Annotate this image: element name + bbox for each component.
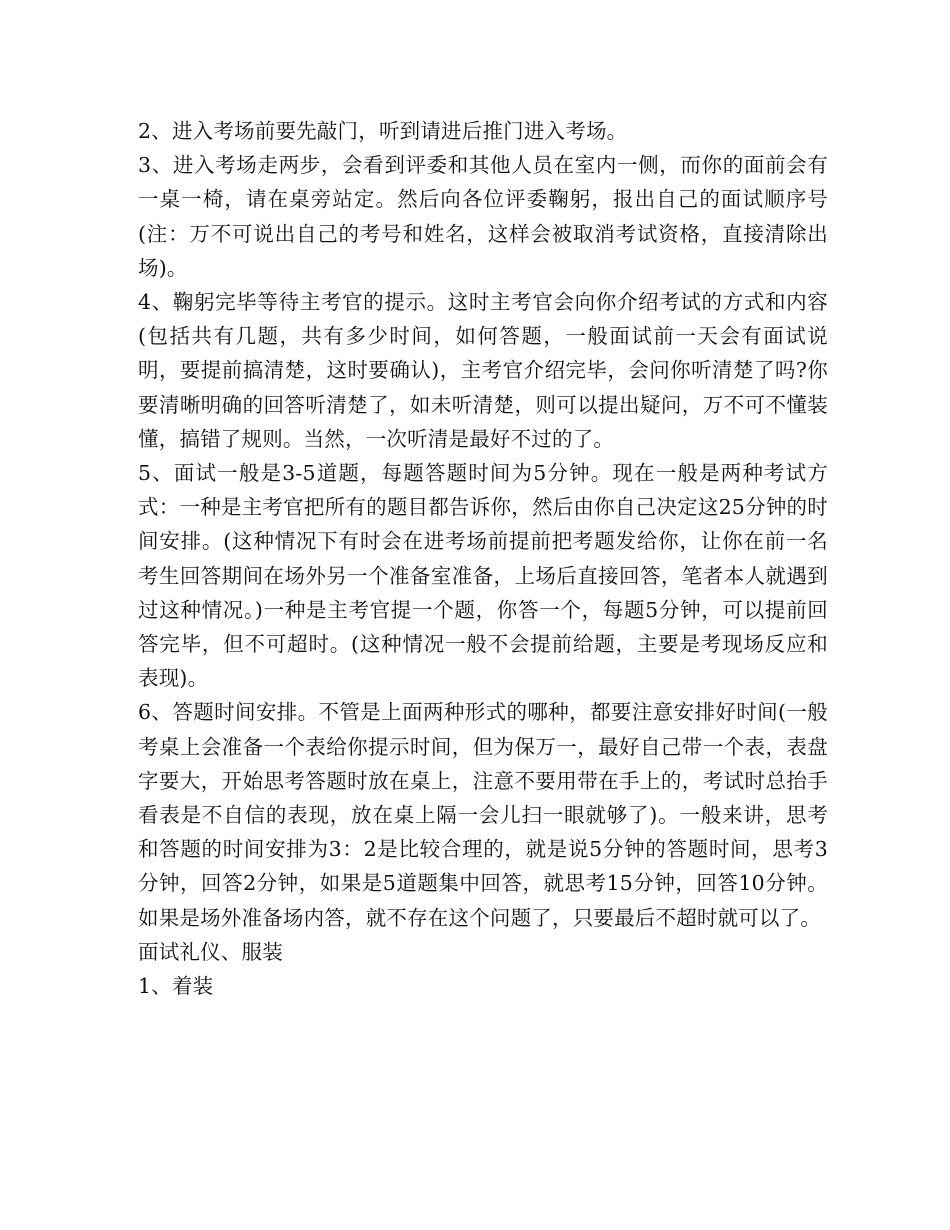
section-heading-etiquette: 面试礼仪、服装 — [138, 939, 283, 964]
paragraph-step-4: 4、鞠躬完毕等待主考官的提示。这时主考官会向你介绍考试的方式和内容(包括共有几题，共有多少时间，如何答题，一般面试前一天会有面试说明，要提前搞清楚，这时要确认)，主考官介绍完毕，会问你听清楚了吗?你要清晰明确的回答听清楚了，如未听清楚，则可以提出疑问，万不可不懂装懂，搞错了规则。当然，一次听清是最好不过的了。 — [138, 290, 828, 451]
paragraph-step-6: 6、答题时间安排。不管是上面两种形式的哪种，都要注意安排好时间(一般考桌上会准备一个表给你提示时间，但为保万一，最好自己带一个表，表盘字要大，开始思考答题时放在桌上，注意不要用带在手上的，考试时总抬手看表是不自信的表现，放在桌上隔一会儿扫一眼就够了)。一般来讲，思考和答题的时间安排为3：2是比较合理的，就是说5分钟的答题时间，思考3分钟，回答2分钟，如果是5道题集中回答，就思考15分钟，回答10分钟。如果是场外准备场内答，就不存在这个问题了，只要最后不超时就可以了。 — [138, 700, 828, 930]
document-body — [138, 114, 828, 1003]
paragraph-step-5: 5、面试一般是3-5道题，每题答题时间为5分钟。现在一般是两种考试方式：一种是主考官把所有的题目都告诉你，然后由你自己决定这25分钟的时间安排。(这种情况下有时会在进考场前提前把考题发给你，让你在前一名考生回答期间在场外另一个准备室准备，上场后直接回答，笔者本人就遇到过这种情况。)一种是主考官提一个题，你答一个，每题5分钟，可以提前回答完毕，但不可超时。(这种情况一般不会提前给题，主要是考现场反应和表现)。 — [138, 461, 828, 691]
subheading-attire: 1、着装 — [138, 974, 214, 999]
paragraph-step-3: 3、进入考场走两步，会看到评委和其他人员在室内一侧，而你的面前会有一桌一椅，请在桌旁站定。然后向各位评委鞠躬，报出自己的面试顺序号(注：万不可说出自己的考号和姓名，这样会被取消考试资格，直接清除出场)。 — [138, 153, 828, 280]
paragraph-step-2: 2、进入考场前要先敲门，听到请进后推门进入考场。 — [138, 119, 628, 143]
